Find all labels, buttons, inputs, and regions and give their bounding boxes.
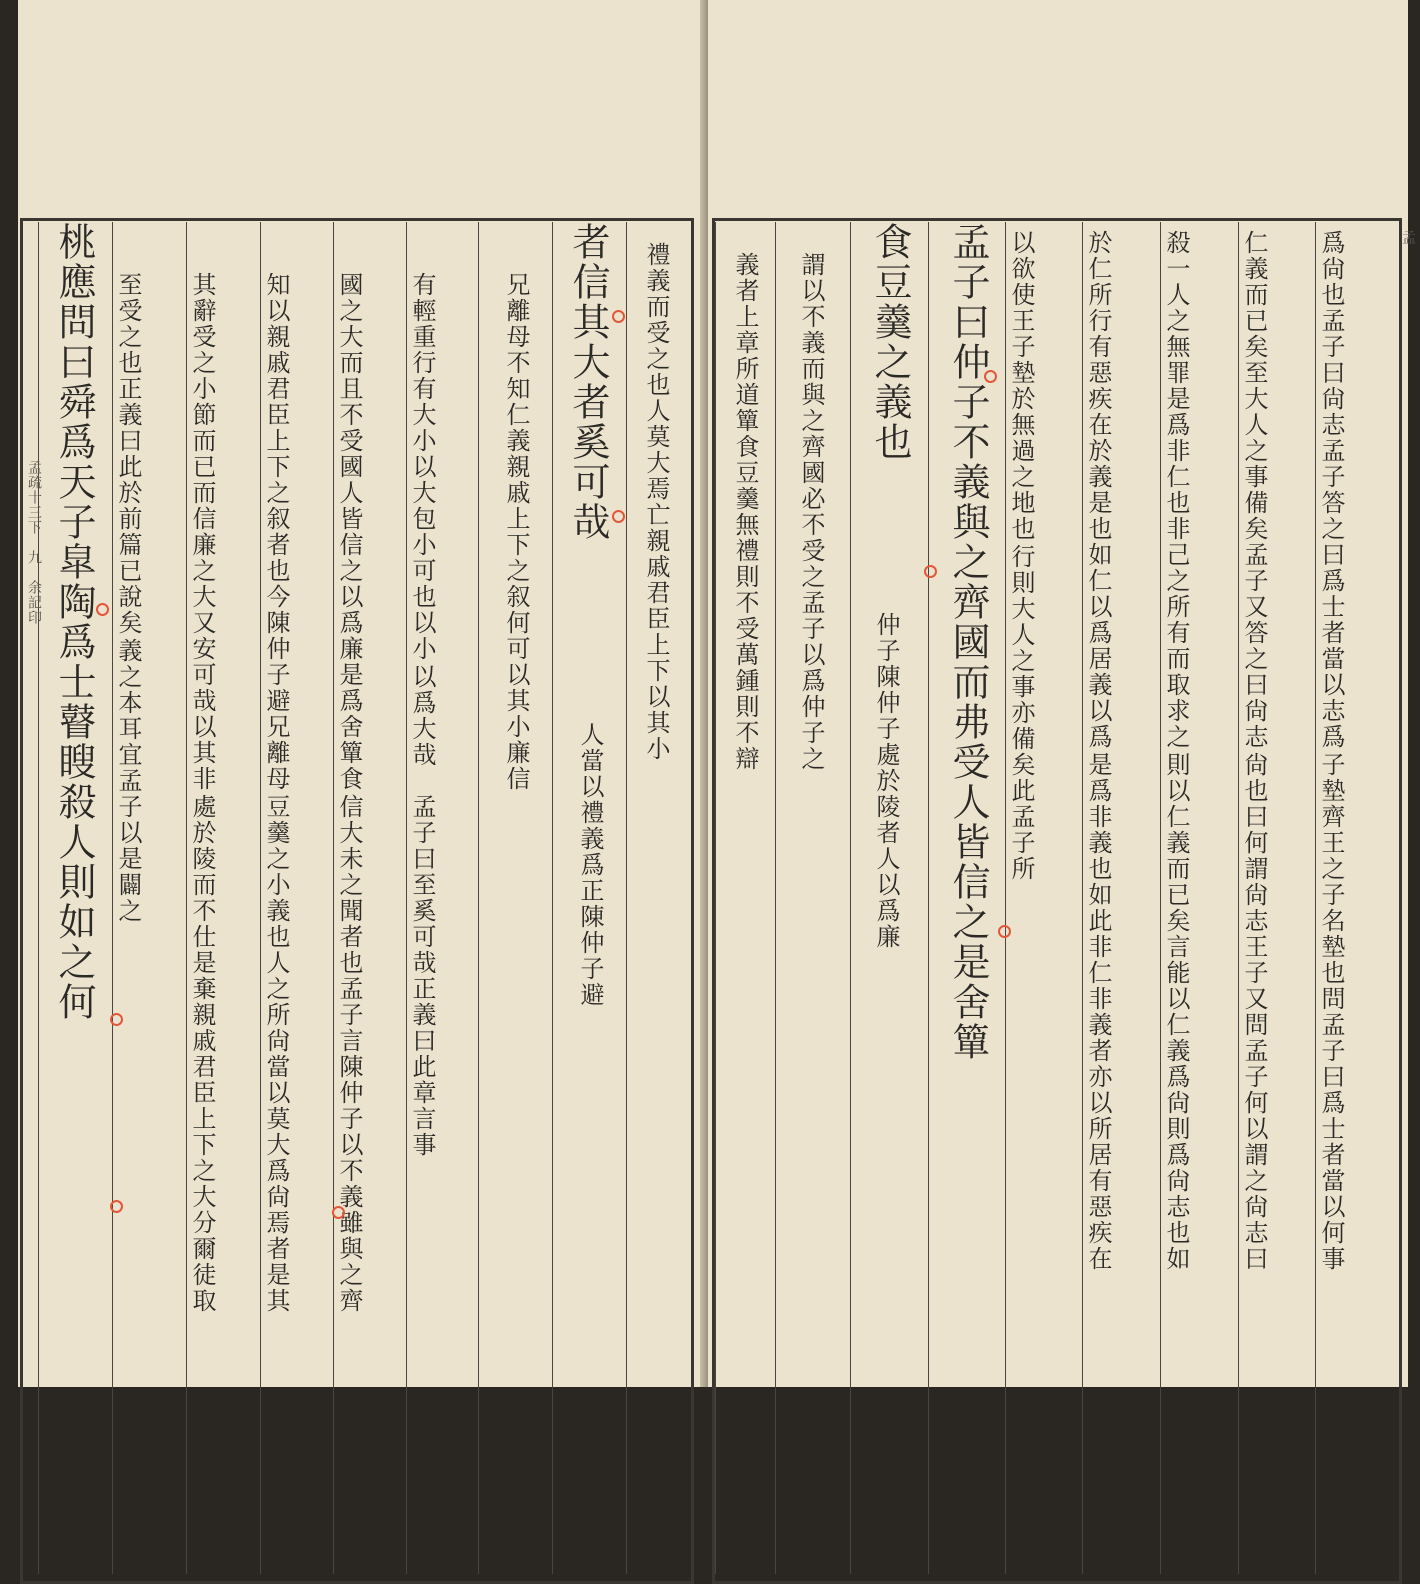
red-punctuation-mark [998,925,1011,938]
red-punctuation-mark [924,565,937,578]
left-column-1 [626,222,687,1574]
right-column-3-line-a: 則以仁義而已矣言能以仁義爲尙則爲尙志也如 [1162,752,1190,1272]
left-column-8-line-b: 至受之也正義曰此於前篇已說矣 [114,272,142,636]
left-column-6-line-a: 豆羹之小義也人之所尙當以莫大爲尙焉者是其 [262,794,290,1314]
right-column-9 [715,222,774,1574]
left-column-2 [552,222,625,1574]
left-column-2-commentary: 人當以禮義爲正陳仲子避 [576,722,604,1008]
left-column-7-line-a: 處於陵而不仕是棄親戚君臣上下之大分爾徒取 [188,794,216,1314]
right-column-7-commentary: 仲子陳仲子處於陵者人以爲廉 [872,612,900,950]
right-column-1-line-a: 子墊齊王之子名墊也問孟子曰爲士者當以何事 [1317,752,1345,1272]
left-column-6-line-b: 知以親戚君臣上下之叙者也今陳仲子避兄離母 [262,272,290,792]
left-column-8-line-a: 義之本耳宜孟子以是闢之 [114,638,142,924]
left-column-8 [112,222,185,1574]
right-column-3 [1160,222,1237,1574]
left-column-3 [478,222,551,1574]
right-column-4-line-a: 是爲非義也如此非仁非義者亦以所居有惡疾在 [1084,752,1112,1272]
right-column-3-line-b: 殺一人之無罪是爲非仁也非己之所有而取求之 [1162,230,1190,750]
right-column-2-line-b: 仁義而已矣至大人之事備矣孟子又答之曰尙志 [1240,230,1268,750]
left-column-5 [333,222,405,1574]
red-punctuation-mark [612,510,625,523]
right-column-2-line-a: 尙也曰何謂尙志王子又問孟子何以謂之尙志曰 [1240,752,1268,1272]
right-column-9-text: 義者上章所道簞食豆羹無禮則不受萬鍾則不辯 [731,252,759,772]
left-column-5-line-b: 國之大而且不受國人皆信之以爲廉是爲舍簞食 [335,272,363,792]
red-punctuation-mark [110,1013,123,1026]
left-column-5-line-a: 信大未之聞者也孟子言陳仲子以不義雖與之齊 [335,794,363,1314]
right-column-1-line-b: 爲尙也孟子曰尙志孟子答之曰爲士者當以志爲 [1317,230,1345,750]
right-column-8 [775,222,850,1574]
left-column-2-main-text: 者信其大者奚可哉 [566,222,610,542]
red-punctuation-mark [984,370,997,383]
left-column-9-main-text: 桃應問曰舜爲天子皐陶爲士瞽瞍殺人則如之何 [52,222,96,1022]
left-column-4 [406,222,477,1574]
red-punctuation-mark [96,603,109,616]
left-column-3-text: 兄離母不知仁義親戚上下之叙何可以其小廉信 [502,272,530,792]
left-column-4-line-a: 以爲大哉 孟子曰至奚可哉正義曰此章言事 [408,664,436,1158]
left-margin-label: 孟疏十三下 九 余記印 [26,460,42,625]
right-column-7 [850,222,927,1574]
left-column-1-text: 禮義而受之也人莫大焉亡親戚君臣上下以其小 [642,242,670,762]
right-column-8-text: 謂以不義而與之齊國必不受之孟子以爲仲子之 [797,252,825,772]
right-column-6-main-text: 孟子曰仲子不義與之齊國而弗受人皆信之是舍簞 [946,222,990,1062]
right-margin-label: 孟 [1400,230,1416,245]
right-column-6 [928,222,1005,1574]
left-column-4-line-b: 有輕重行有大小以大包小可也以小 [408,272,436,662]
red-punctuation-mark [110,1200,123,1213]
right-column-7-main-text: 食豆羹之義也 [868,222,912,462]
left-column-6 [260,222,332,1574]
right-column-5-line-a: 行則大人之事亦備矣此孟子所 [1007,544,1035,882]
left-column-7-line-b: 其辭受之小節而已而信廉之大又安可哉以其非 [188,272,216,792]
red-punctuation-mark [612,310,625,323]
left-column-9 [38,222,111,1574]
red-punctuation-mark [332,1206,345,1219]
right-column-5-line-b: 以欲使王子墊於無過之地也 [1007,230,1035,542]
right-column-5 [1005,222,1082,1574]
right-column-2 [1238,222,1315,1574]
right-column-4-line-b: 於仁所行有惡疾在於義是也如仁以爲居義以爲 [1084,230,1112,750]
left-column-7 [186,222,259,1574]
right-column-1 [1315,222,1392,1574]
right-column-4 [1082,222,1159,1574]
